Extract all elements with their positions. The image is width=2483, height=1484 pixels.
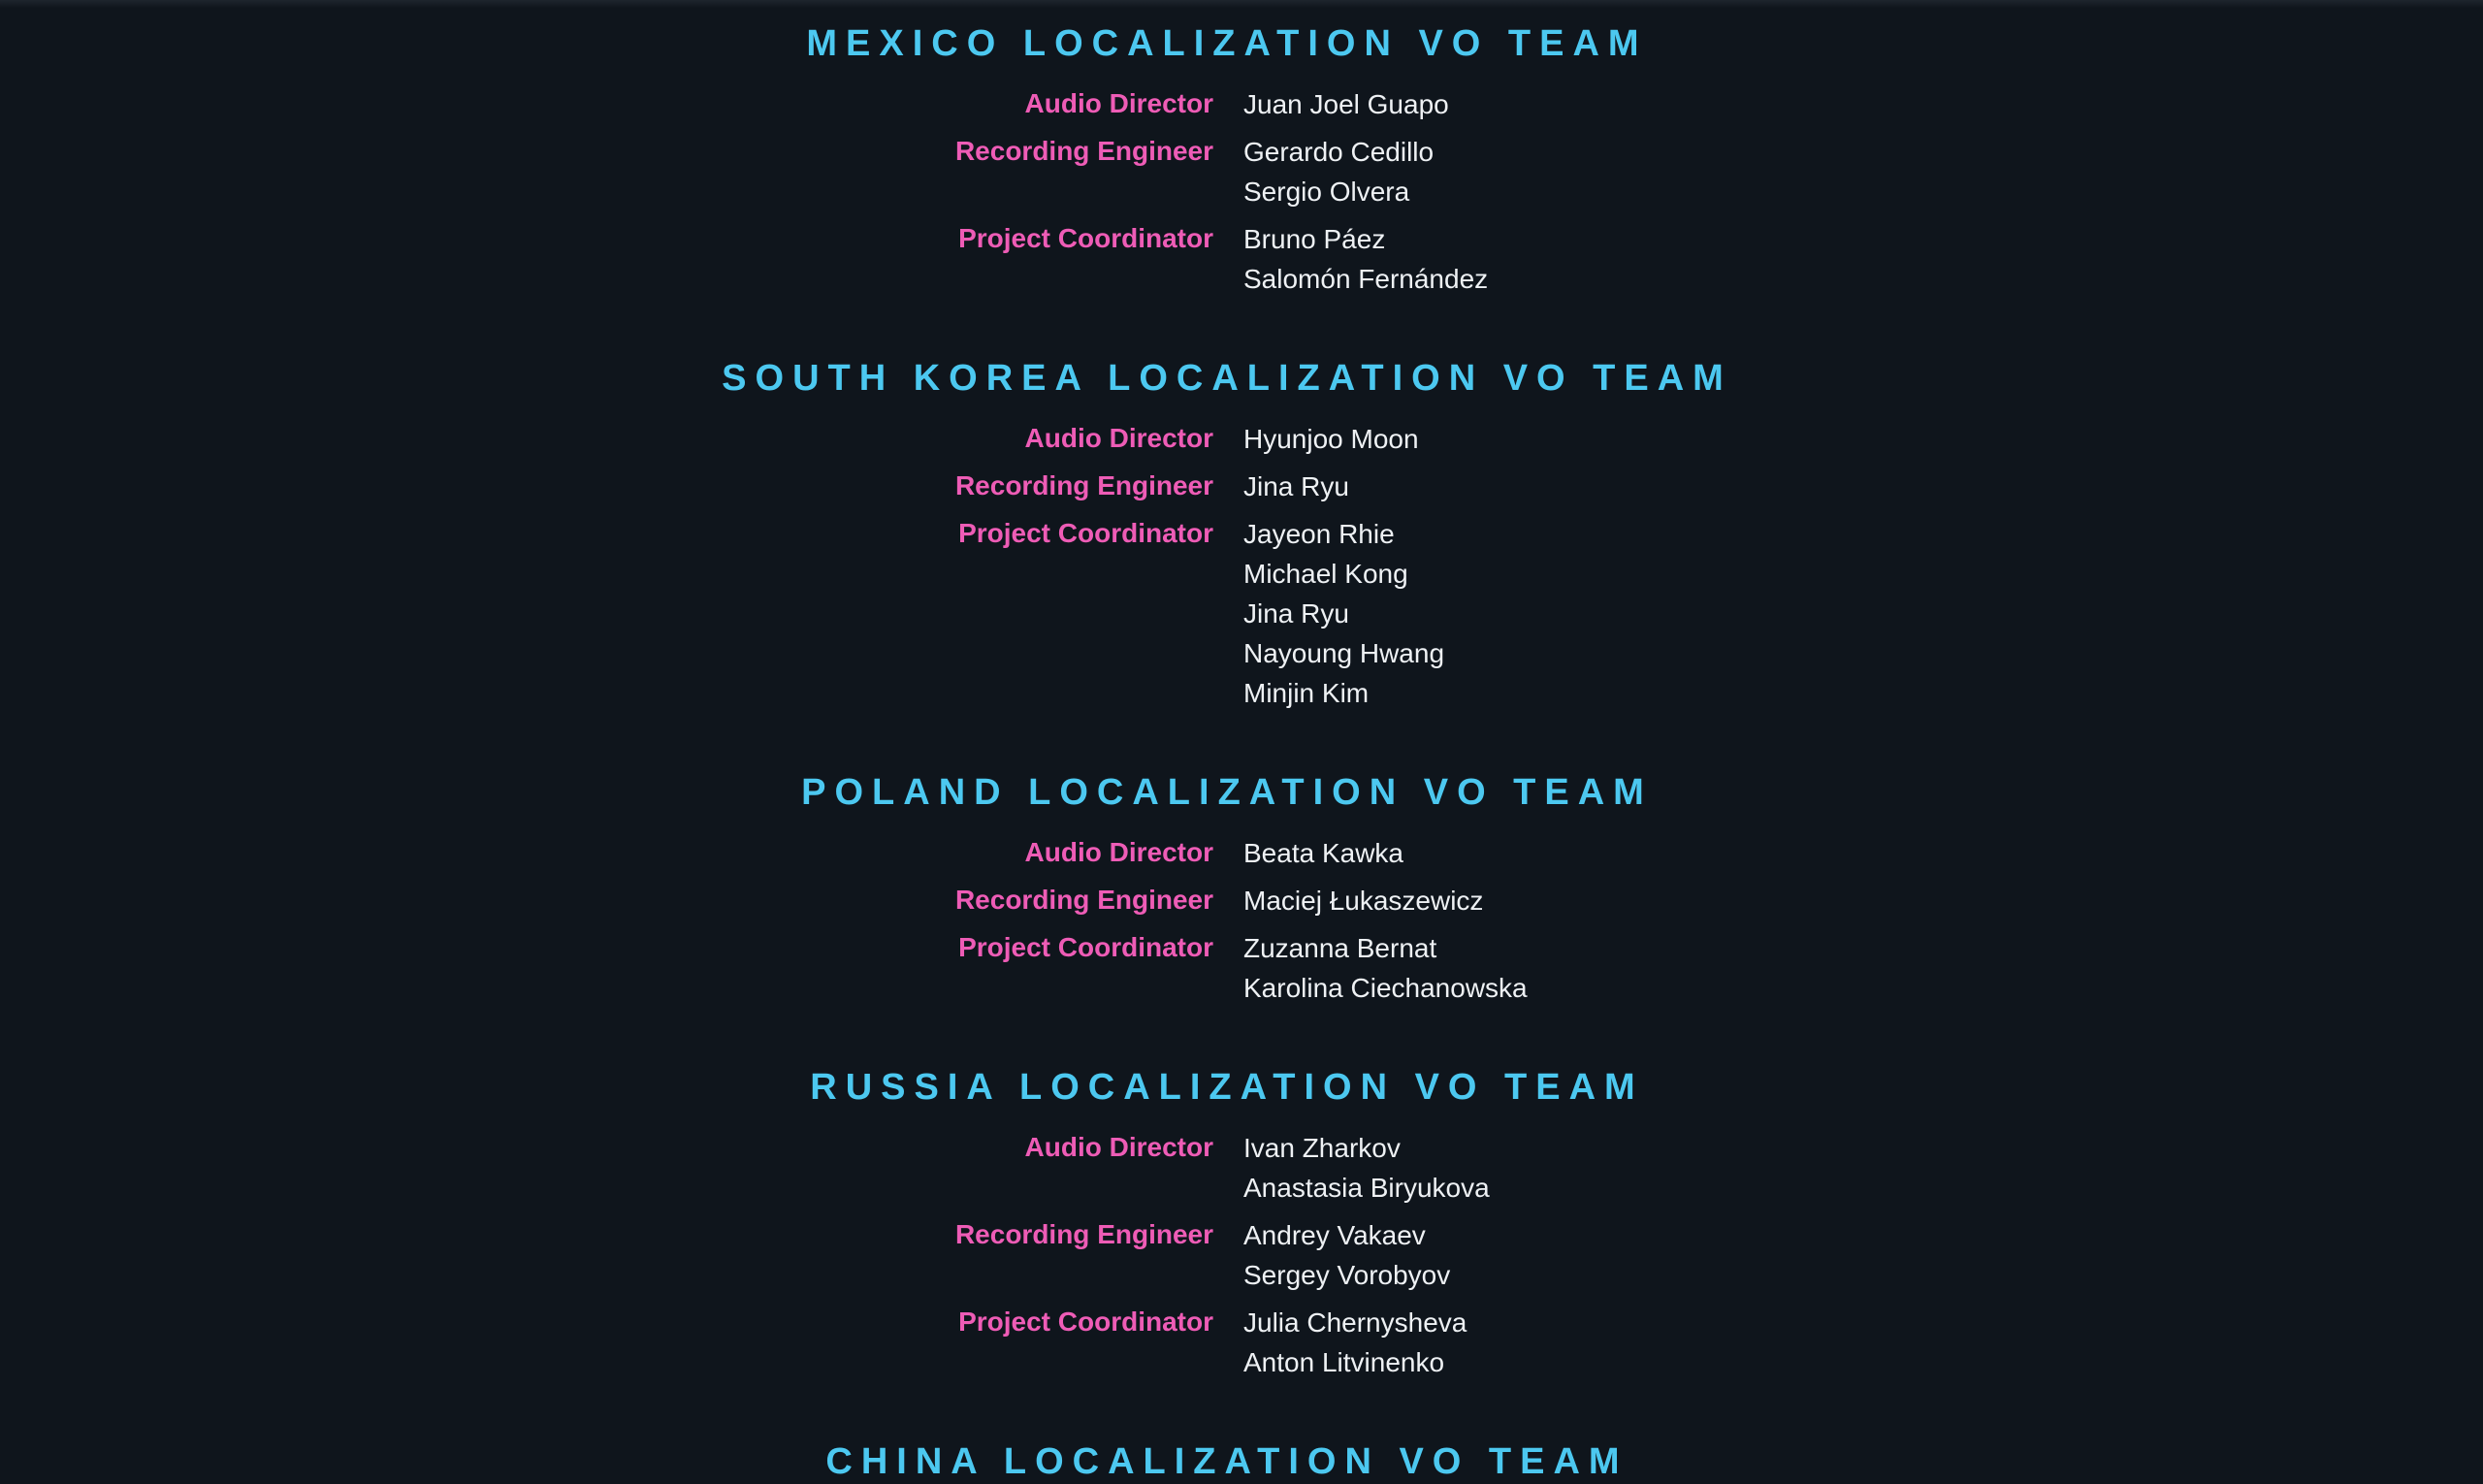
credit-name: Anton Litvinenko xyxy=(1243,1347,1445,1377)
section-title-china: CHINA LOCALIZATION VO TEAM xyxy=(825,1441,1628,1482)
credit-name: Gerardo Cedillo xyxy=(1243,137,1435,167)
role-label-audio-director: Audio Director xyxy=(1024,1132,1213,1162)
section-title-russia: RUSSIA LOCALIZATION VO TEAM xyxy=(810,1067,1644,1108)
role-label-recording-engineer: Recording Engineer xyxy=(954,1219,1213,1249)
role-label-recording-engineer: Recording Engineer xyxy=(954,885,1213,915)
role-label-project-coordinator: Project Coordinator xyxy=(958,932,1213,962)
credit-name: Minjin Kim xyxy=(1243,678,1370,708)
credit-name: Nayoung Hwang xyxy=(1243,638,1445,668)
role-label-project-coordinator: Project Coordinator xyxy=(958,1307,1213,1337)
credit-name: Maciej Łukaszewicz xyxy=(1243,886,1484,916)
section-title-mexico: MEXICO LOCALIZATION VO TEAM xyxy=(806,23,1648,64)
credit-name: Bruno Páez xyxy=(1243,224,1386,254)
credit-name: Beata Kawka xyxy=(1243,838,1403,868)
credit-name: Salomón Fernández xyxy=(1243,264,1489,294)
role-label-audio-director: Audio Director xyxy=(1024,88,1213,118)
section-title-poland: POLAND LOCALIZATION VO TEAM xyxy=(801,772,1653,813)
credit-name: Jina Ryu xyxy=(1243,598,1349,629)
credit-name: Anastasia Biryukova xyxy=(1243,1173,1490,1203)
credit-name: Hyunjoo Moon xyxy=(1243,424,1419,454)
role-label-audio-director: Audio Director xyxy=(1024,423,1213,453)
role-label-recording-engineer: Recording Engineer xyxy=(954,136,1213,166)
top-edge-shadow xyxy=(0,0,2483,8)
credit-name: Julia Chernysheva xyxy=(1243,1307,1467,1338)
section-title-south-korea: SOUTH KOREA LOCALIZATION VO TEAM xyxy=(722,358,1732,399)
credit-name: Sergio Olvera xyxy=(1243,177,1410,207)
role-label-project-coordinator: Project Coordinator xyxy=(958,518,1213,548)
credit-name: Ivan Zharkov xyxy=(1243,1133,1401,1163)
credit-name: Sergey Vorobyov xyxy=(1243,1260,1451,1290)
credit-name: Karolina Ciechanowska xyxy=(1243,973,1528,1003)
credit-name: Andrey Vakaev xyxy=(1243,1220,1426,1250)
credit-name: Michael Kong xyxy=(1243,559,1408,589)
credit-name: Zuzanna Bernat xyxy=(1243,933,1437,963)
credit-name: Jayeon Rhie xyxy=(1243,519,1395,549)
role-label-project-coordinator: Project Coordinator xyxy=(958,223,1213,253)
credit-name: Juan Joel Guapo xyxy=(1243,89,1449,119)
role-label-recording-engineer: Recording Engineer xyxy=(954,470,1213,500)
role-label-audio-director: Audio Director xyxy=(1024,837,1213,867)
credit-name: Jina Ryu xyxy=(1243,471,1349,501)
